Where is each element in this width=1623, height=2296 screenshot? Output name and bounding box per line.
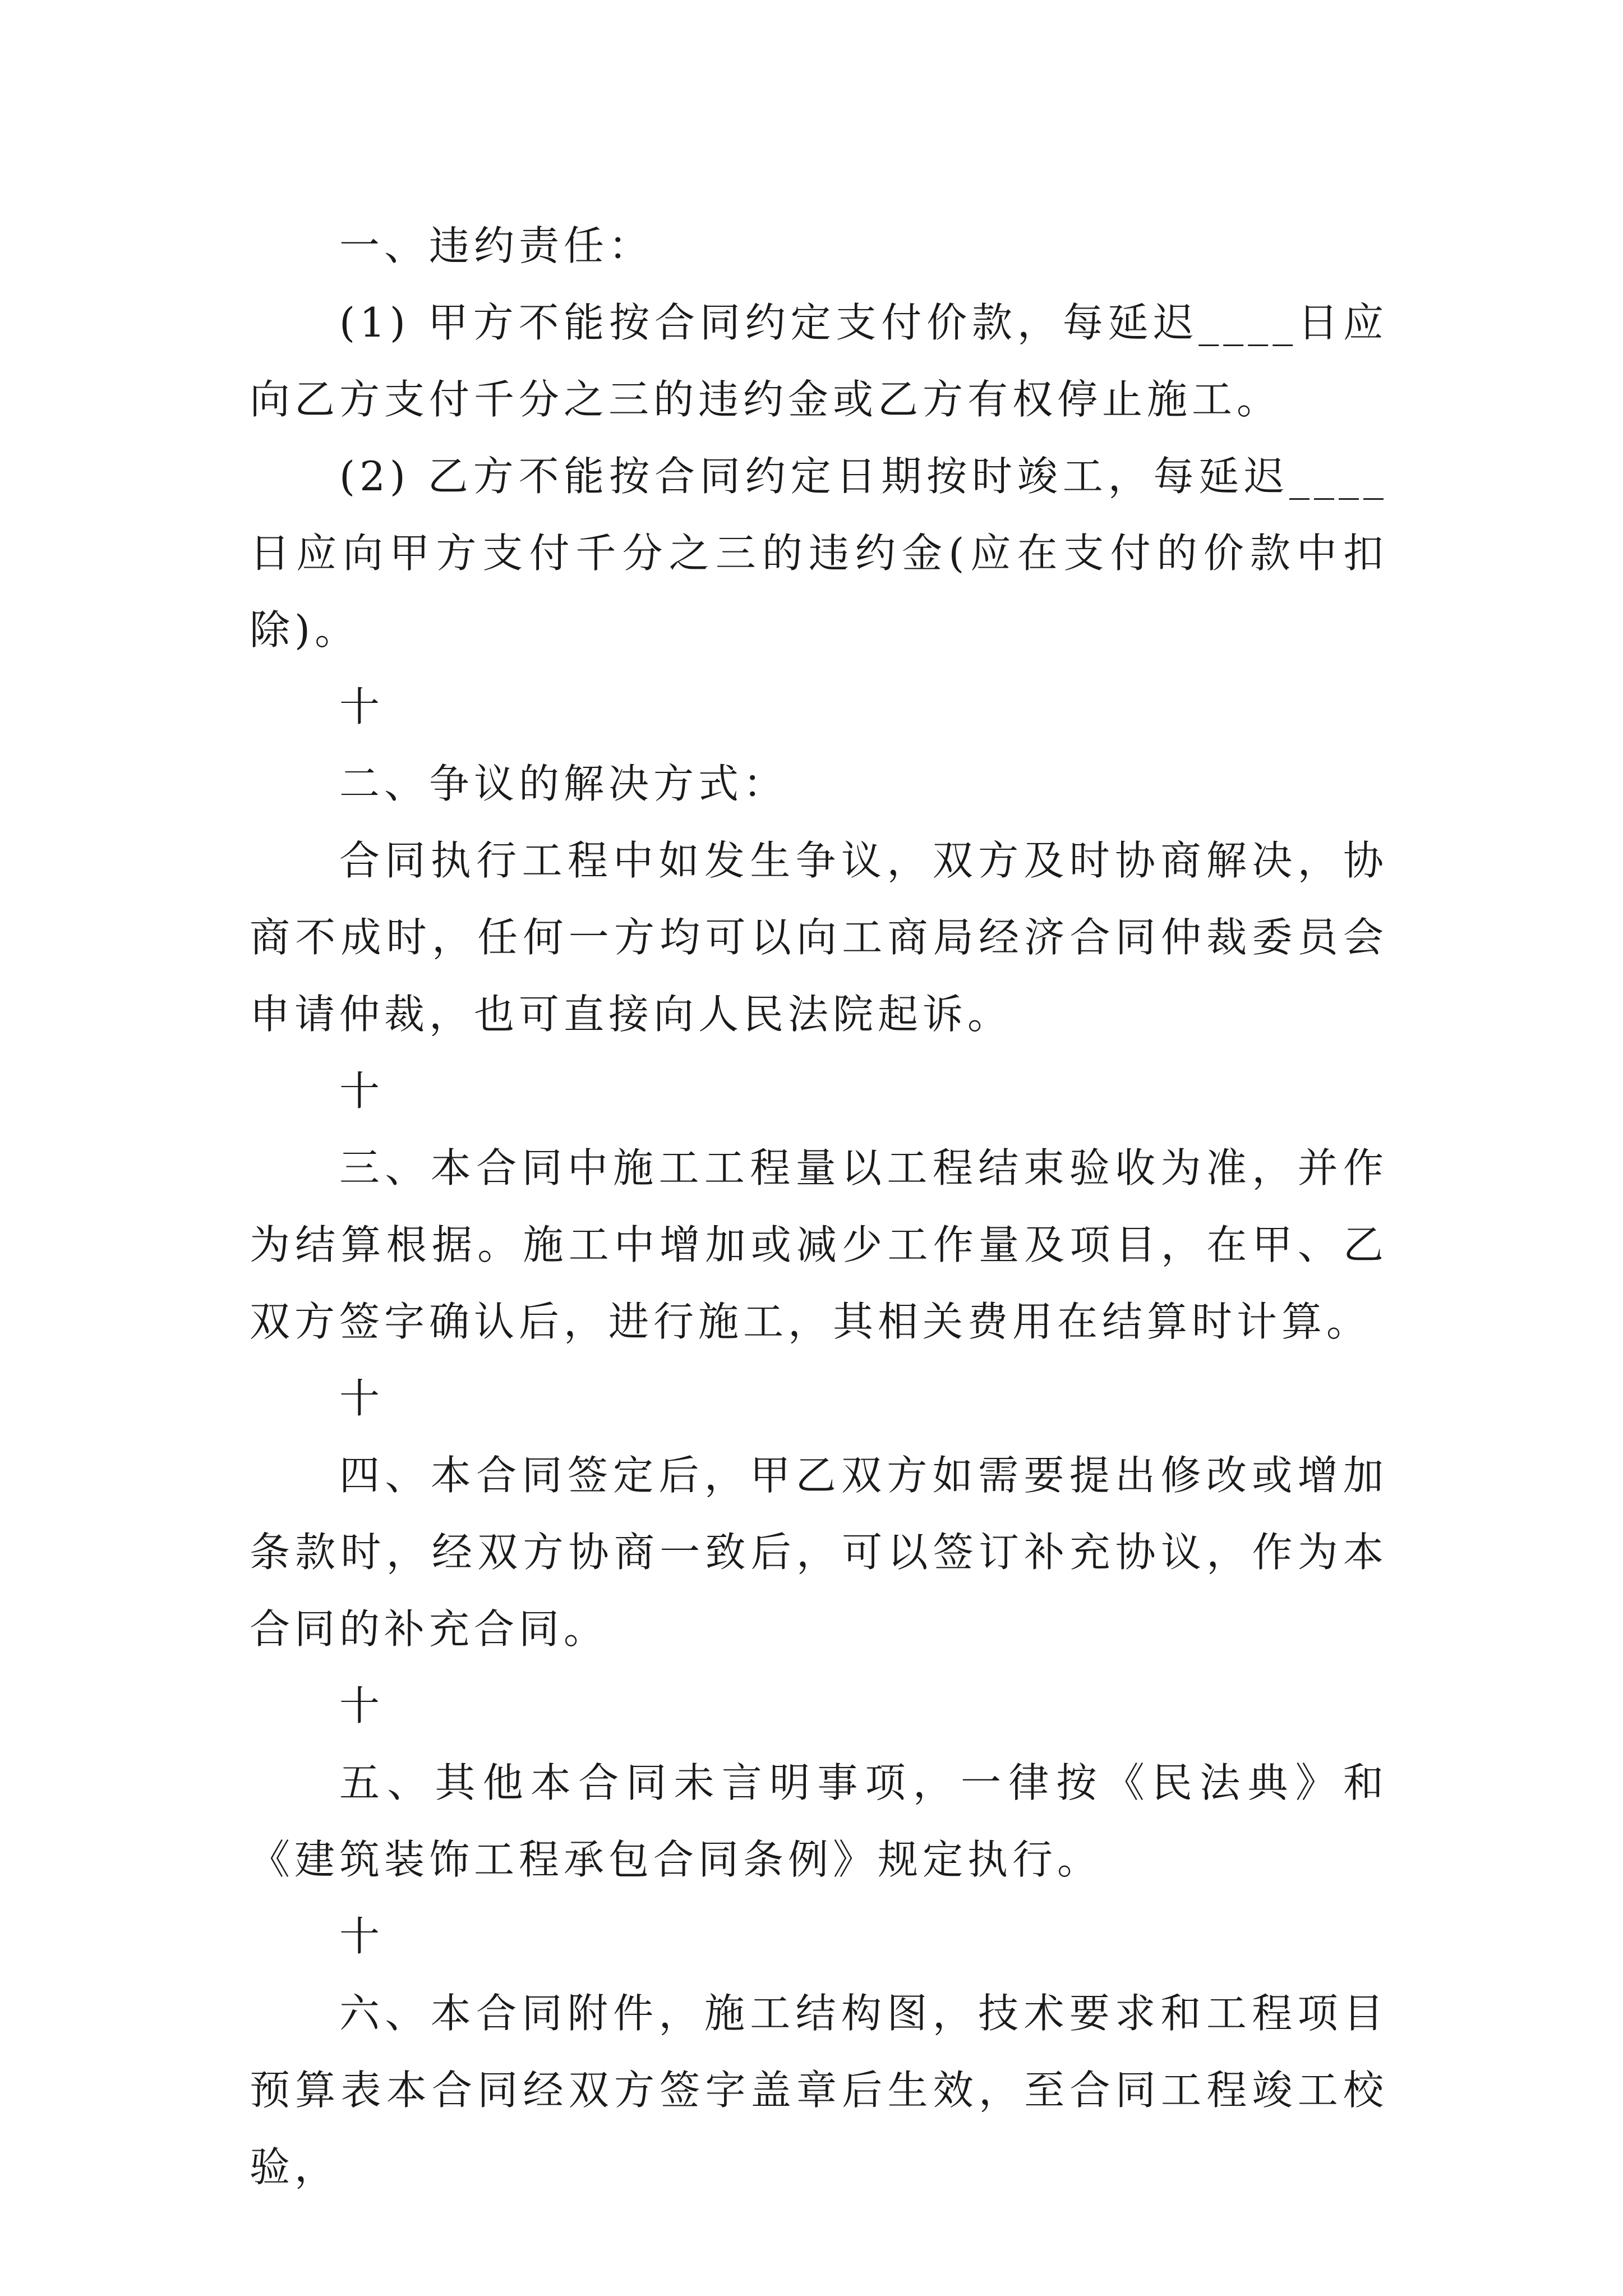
clause-item-2: (2) 乙方不能按合同约定日期按时竣工，每延迟____日应向甲方支付千分之三的违约金(应在支付的价款中扣除)。 [250,453,1388,654]
clause-dispute-body: 合同执行工程中如发生争议，双方及时协商解决，协商不成时，任何一方均可以向工商局经济合同仲裁委员会申请仲裁，也可直接向人民法院起诉。 [250,837,1388,1038]
clause-amendment: 四、本合同签定后，甲乙双方如需要提出修改或增加条款时，经双方协商一致后，可以签订补充协议，作为本合同的补充合同。 [250,1452,1388,1653]
section-marker: 十 [339,1068,385,1115]
section-marker: 十 [339,683,385,730]
section-marker: 十 [339,1375,385,1422]
clause-heading-dispute: 二、争议的解决方式： [339,760,789,807]
clause-attachments: 六、本合同附件，施工结构图，技术要求和工程项目预算表本合同经双方签字盖章后生效，至合同工程竣工校验， [250,1990,1388,2191]
contract-body [250,208,1388,2206]
section-marker: 十 [339,1913,385,1960]
clause-heading-breach: 一、违约责任： [339,222,654,269]
clause-other-matters: 五、其他本合同未言明事项，一律按《民法典》和《建筑装饰工程承包合同条例》规定执行。 [250,1759,1388,1883]
clause-item-1: (1) 甲方不能按合同约定支付价款，每延迟____日应向乙方支付千分之三的违约金或乙方有权停止施工。 [250,299,1388,423]
clause-workload: 三、本合同中施工工程量以工程结束验收为准，并作为结算根据。施工中增加或减少工作量及项目，在甲、乙双方签字确认后，进行施工，其相关费用在结算时计算。 [250,1144,1388,1345]
section-marker: 十 [339,1682,385,1729]
